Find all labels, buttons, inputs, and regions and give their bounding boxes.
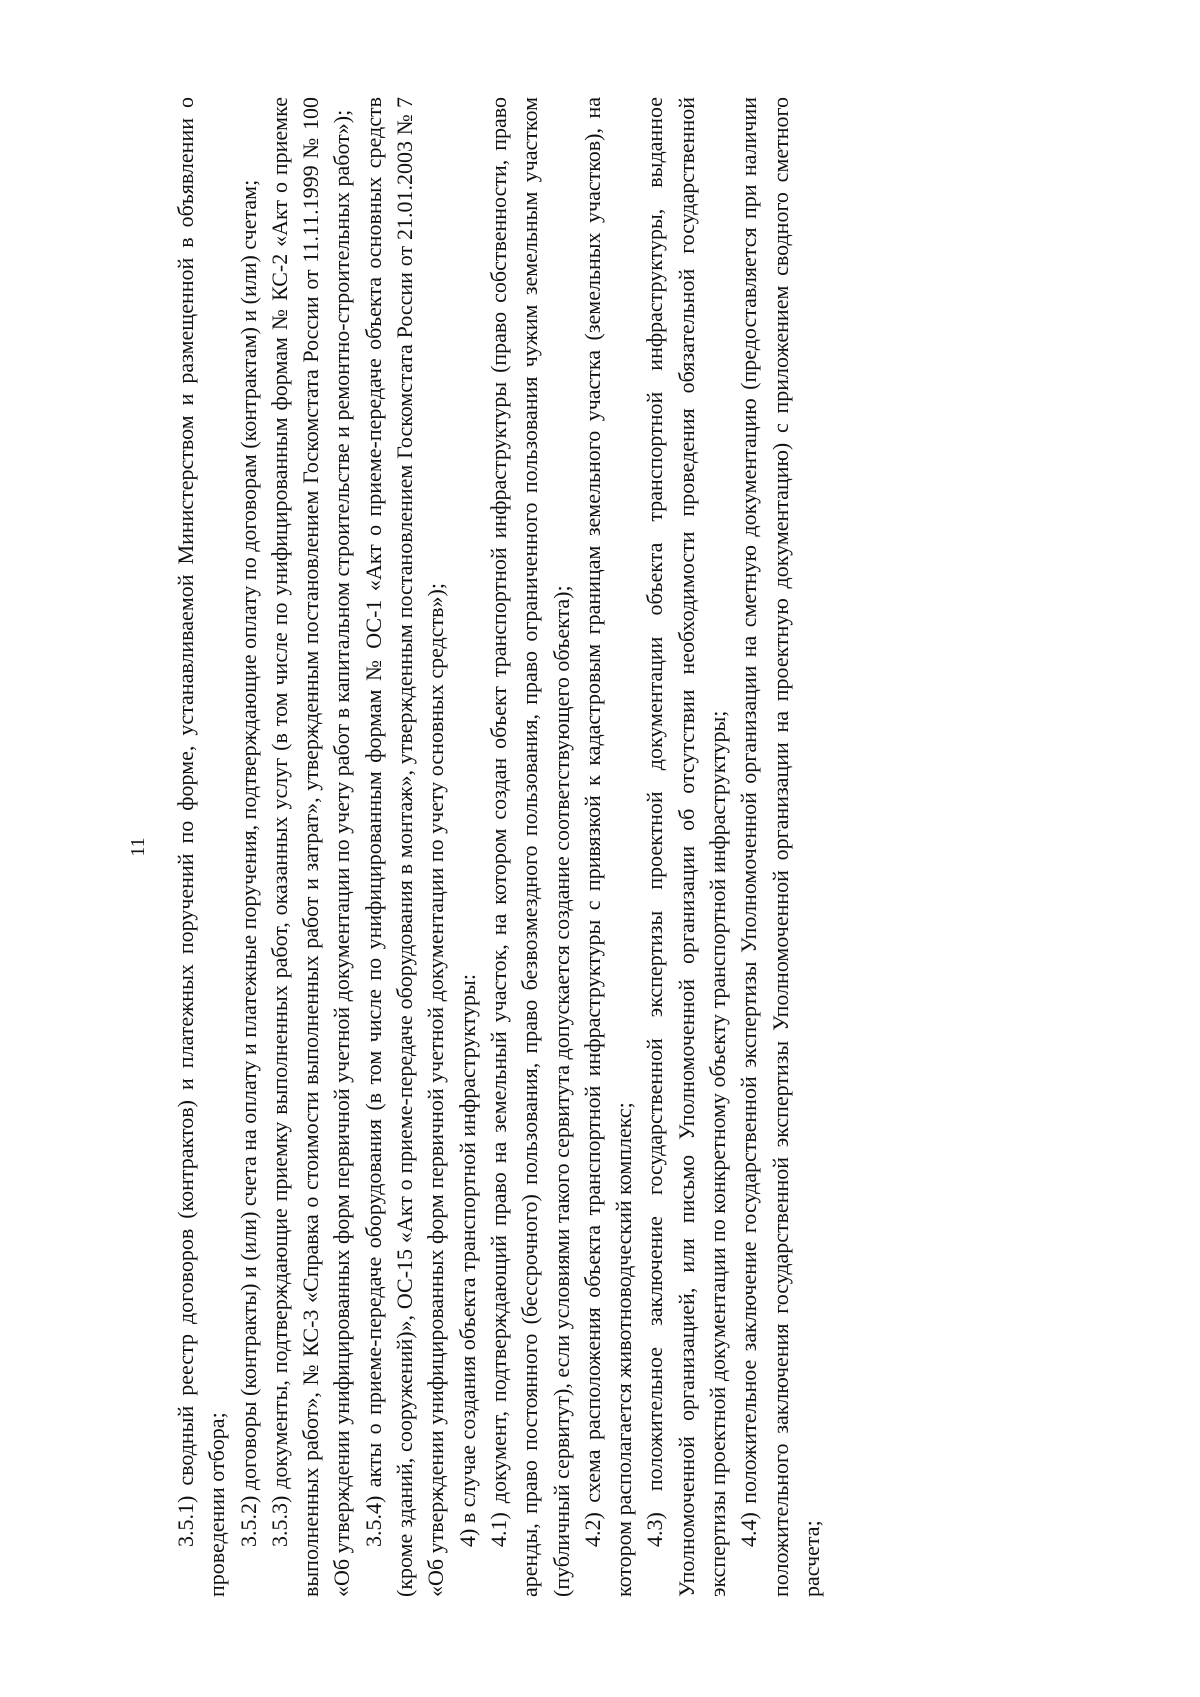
paragraph-3-5-4: 3.5.4) акты о приеме-передаче оборудования (в том числе по унифицированным формам № ОС-1 «Акт о приеме-передаче объекта основных средств (кроме зданий, сооружений)», ОС-15 «Акт о приеме-передаче оборудования в монтаж», утвержденным постановлением Госкомстата России от 21.01.2003 № 7 «Об утверждении унифицированных форм первичной учетной документации по учету основных средств»);: [360, 97, 449, 1597]
paragraph-4-4: 4.4) положительное заключение государственной экспертизы Уполномоченной организации на сметную документацию (предоставляется при наличии положительного заключения государственной экспертизы Уполномоченной организации на проектную документацию) с приложением сводного сметного расчета;: [736, 97, 824, 1597]
paragraph-3-5-2: 3.5.2) договоры (контракты) и (или) счета на оплату и платежные поручения, подтверждающие оплату по договорам (контрактам) и (или) счетам;: [235, 179, 261, 1547]
paragraph-3-5-1: 3.5.1) сводный реестр договоров (контрактов) и платежных поручений по форме, устанавливаемой Министерством и размещенной в объявлении о проведении отбора;: [173, 97, 230, 1597]
paragraph-4-3: 4.3) положительное заключение государственной экспертизы проектной документации объекта транспортной инфраструктуры, выданное Уполномоченной организацией, или письмо Уполномоченной организации об отсутствии необходимости проведения обязательной государственной экспертизы проектной документации по конкретному объекту транспортной инфраструктуры;: [642, 97, 731, 1597]
page-number: 11: [127, 837, 149, 857]
text-block: [170, 97, 827, 1597]
paragraph-3-5-3: 3.5.3) документы, подтверждающие приемку выполненных работ, оказанных услуг (в том числе по унифицированным формам № КС-2 «Акт о приемке выполненных работ», № КС-3 «Справка о стоимости выполненных работ и затрат», утвержденным постановлением Госкомстата России от 11.11.1999 № 100 «Об утверждении унифицированных форм первичной учетной документации по учету работ в капитальном строительстве и ремонтно-строительных работ»);: [266, 97, 355, 1597]
paragraph-4-2: 4.2) схема расположения объекта транспортной инфраструктуры с привязкой к кадастровым границам земельного участка (земельных участков), на котором располагается животноводческий комплекс;: [579, 97, 637, 1597]
paragraph-4: 4) в случае создания объекта транспортной инфраструктуры:: [454, 974, 480, 1547]
rotated-text-frame: [170, 97, 827, 1597]
paragraph-4-1: 4.1) документ, подтверждающий право на земельный участок, на котором создан объект транспортной инфраструктуры (право собственности, право аренды, право постоянного (бессрочного) пользования, право безвозмездного пользования, право ограниченного пользования чужим земельным участком (публичный сервитут), если условиями такого сервитута допускается создание соответствующего объекта);: [485, 97, 574, 1597]
